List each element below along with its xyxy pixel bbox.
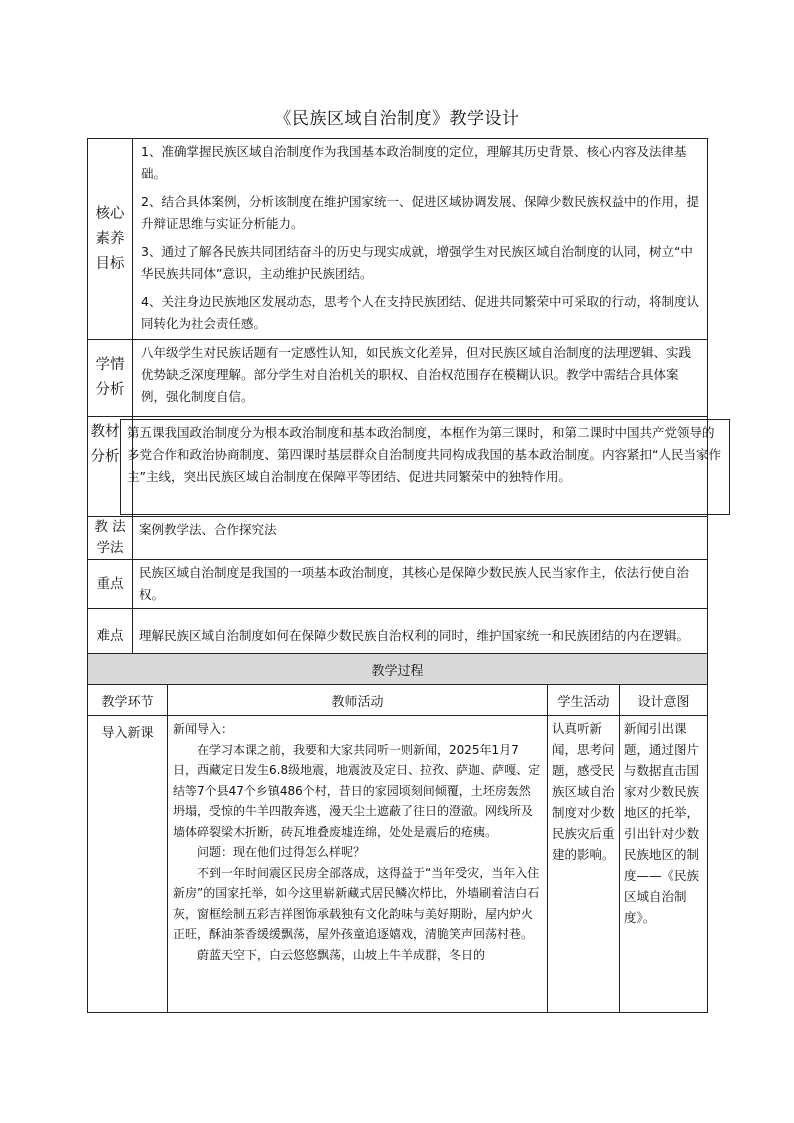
key-point-content: 民族区域自治制度是我国的一项基本政治制度，其核心是保障少数民族人民当家作主，依法行使自治权。: [133, 560, 708, 609]
student-analysis-row: [88, 340, 708, 417]
goal-item: 4、关注身边民族地区发展动态，思考个人在支持民族团结、促进共同繁荣中可采取的行动，将制度认同转化为社会责任感。: [141, 294, 699, 331]
student-activity-cell: 认真听新闻，思考问题，感受民族区域自治制度对少数民族灾后重建的影响。: [548, 716, 620, 1013]
difficulty-content: 理解民族区域自治制度如何在保障少数民族自治权利的同时，维护国家统一和民族团结的内在逻辑。: [133, 609, 708, 664]
stage-cell: 导入新课: [88, 716, 168, 1013]
col-header-intent: 设计意图: [620, 685, 708, 716]
col-header-teacher: 教师活动: [168, 685, 548, 716]
difficulty-label: 难点: [88, 609, 133, 664]
document-title: 《民族区域自治制度》教学设计: [274, 109, 520, 129]
method-label: 教 法 学法: [88, 517, 133, 560]
core-goals-label: 核心 素养 目标: [88, 139, 133, 340]
overview-table: [87, 138, 708, 664]
student-analysis-label: 学情 分析: [88, 340, 133, 417]
method-content: 案例教学法、合作探究法: [133, 517, 708, 560]
key-point-label: 重点: [88, 560, 133, 609]
process-section-title: 教学过程: [88, 654, 708, 685]
method-row: [88, 517, 708, 560]
textbook-analysis-content: 第五课我国政治制度分为根本政治制度和基本政治制度，本框作为第三课时，和第二课时中国共产党领导的多党合作和政治协商制度、第四课时基层群众自治制度共同构成我国的基本政治制度。内容紧扣“人民当家作主”主线，突出民族区域自治制度在保障平等团结、促进共同繁荣中的独特作用。: [120, 419, 730, 515]
process-table: [87, 653, 708, 1013]
process-header-row: [88, 685, 708, 716]
col-header-stage: 教学环节: [88, 685, 168, 716]
core-goals-row: [88, 139, 708, 340]
goal-item: 1、准确掌握民族区域自治制度作为我国基本政治制度的定位，理解其历史背景、核心内容及法律基础。: [141, 144, 687, 181]
core-goals-content: [133, 139, 708, 340]
student-analysis-content: 八年级学生对民族话题有一定感性认知，如民族文化差异，但对民族区域自治制度的法理逻辑、实践优势缺乏深度理解。部分学生对自治机关的职权、自治权范围存在模糊认识。教学中需结合具体案例，强化制度自信。: [133, 340, 708, 417]
teacher-activity-cell: 新闻导入： 在学习本课之前，我要和大家共同听一则新闻，2025年1月7日，西藏定日发生6.8级地震，地震波及定日、拉孜、萨迦、萨嘎、定结等7个县47个乡镇486个村，昔日的家园顷刻间倾覆，土坯房轰然坍塌，受惊的牛羊四散奔逃，漫天尘土遮蔽了往日的澄澈。网线所及墙体碎裂梁木折断，砖瓦堆叠废墟连绵，处处是震后的疮痍。 问题：现在他们过得怎么样呢？ 不到一年时间震区民房全部落成，这得益于“当年受灾，当年入住新房”的国家托举，如今这里崭新藏式居民鳞次栉比，外墙刷着洁白石灰，窗框绘制五彩吉祥图饰承载独有文化韵味与美好期盼，屋内炉火正旺，酥油茶香缓缓飘荡，屋外孩童追逐嬉戏，清脆笑声回荡村巷。 蔚蓝天空下，白云悠悠飘荡，山坡上牛羊成群，冬日的: [168, 716, 548, 1013]
key-point-row: [88, 560, 708, 609]
textbook-analysis-label: 教材 分析: [90, 424, 120, 465]
col-header-student: 学生活动: [548, 685, 620, 716]
design-intent-cell: 新闻引出课题，通过图片与数据直击国家对少数民族地区的托举，引出针对少数民族地区的制度——《民族区域自治制度》。: [620, 716, 708, 1013]
goal-item: 2、结合具体案例，分析该制度在维护国家统一、促进区域协调发展、保障少数民族权益中的作用，提升辩证思维与实证分析能力。: [141, 194, 699, 231]
goal-item: 3、通过了解各民族共同团结奋斗的历史与现实成就，增强学生对民族区域自治制度的认同，树立“中华民族共同体”意识，主动维护民族团结。: [141, 244, 693, 281]
table-row: [88, 716, 708, 1013]
process-section-row: [88, 654, 708, 685]
